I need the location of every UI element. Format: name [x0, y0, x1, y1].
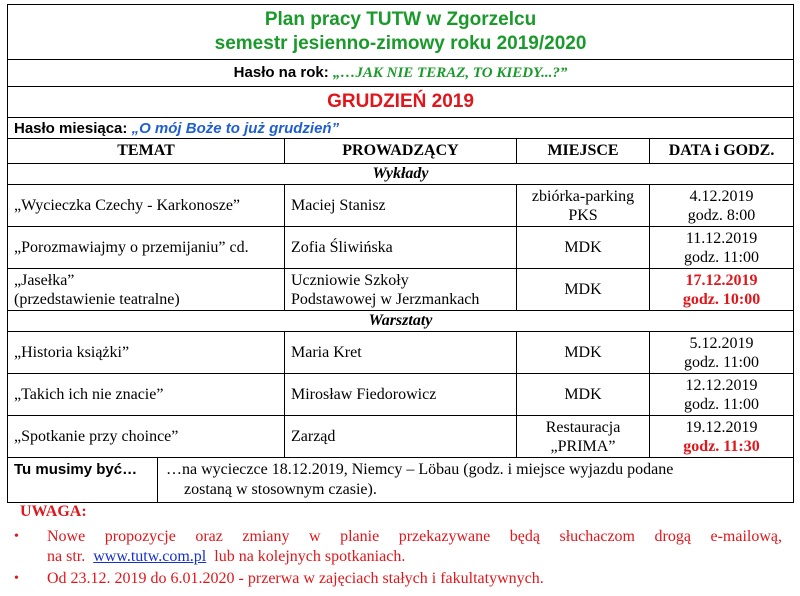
month-heading: GRUDZIEŃ 2019 — [8, 87, 794, 118]
note-1-prefix: na str. — [47, 548, 86, 565]
place-cell: MDK — [517, 374, 650, 416]
month-motto-label: Hasło miesiąca: — [14, 119, 128, 137]
column-header-date: DATA i GODZ. — [650, 139, 794, 164]
note-1-suffix: lub na kolejnych spotkaniach. — [214, 548, 406, 565]
table-row — [8, 416, 794, 458]
topic-cell: „Porozmawiajmy o przemijaniu” cd. — [8, 227, 285, 269]
time-value-highlighted: godz. 11:30 — [683, 437, 760, 455]
section-heading-workshops: Warsztaty — [8, 311, 794, 332]
topic-cell: „Takich ich nie znacie” — [8, 374, 285, 416]
date-cell — [650, 227, 794, 269]
place-cell: MDK — [517, 332, 650, 374]
year-motto-value: „…JAK NIE TERAZ, TO KIEDY...?” — [332, 65, 568, 81]
place-line-2: PKS — [568, 206, 598, 224]
leader-cell — [285, 269, 517, 311]
title-line-2: semestr jesienno-zimowy roku 2019/2020 — [214, 33, 587, 54]
month-motto — [8, 118, 794, 139]
time-value: godz. 8:00 — [687, 206, 756, 224]
date-value: 17.12.2019 — [685, 271, 758, 289]
month-motto-value: „O mój Boże to już grudzień” — [131, 119, 340, 137]
bullet-icon: • — [14, 529, 19, 544]
date-value: 4.12.2019 — [689, 187, 754, 205]
date-value: 5.12.2019 — [689, 334, 754, 352]
topic-line-1: „Jasełka” — [14, 271, 75, 289]
date-cell — [650, 416, 794, 458]
time-value: godz. 10:00 — [682, 290, 761, 308]
column-header-row — [8, 139, 794, 164]
date-value: 19.12.2019 — [685, 418, 758, 436]
place-line-1: zbiórka-parking — [531, 187, 635, 205]
date-value: 12.12.2019 — [685, 376, 758, 394]
column-header-leader: PROWADZĄCY — [285, 139, 517, 164]
footer-text-line-2: zostaną w stosownym czasie). — [184, 481, 377, 498]
date-cell — [650, 374, 794, 416]
bullet-icon: • — [14, 571, 19, 586]
plan-table — [7, 4, 794, 458]
title-line-1: Plan pracy TUTW w Zgorzelcu — [264, 9, 537, 30]
website-link[interactable]: www.tutw.com.pl — [93, 548, 207, 565]
place-cell — [517, 185, 650, 227]
leader-cell: Maria Kret — [285, 332, 517, 374]
year-motto — [8, 60, 794, 87]
time-value: godz. 11:00 — [684, 353, 759, 371]
leader-line-1: Uczniowie Szkoły — [291, 271, 409, 289]
footer-text — [158, 458, 794, 503]
column-header-topic: TEMAT — [8, 139, 285, 164]
note-1-line-1: Nowe propozycje oraz zmiany w planie przekazywane będą słuchaczom drogą e-mailową, — [47, 528, 782, 545]
place-cell — [517, 416, 650, 458]
place-line-2: „PRIMA” — [550, 437, 616, 455]
date-cell-highlighted — [650, 269, 794, 311]
table-row — [8, 185, 794, 227]
place-cell: MDK — [517, 227, 650, 269]
date-cell — [650, 185, 794, 227]
table-row — [8, 227, 794, 269]
leader-cell: Zarząd — [285, 416, 517, 458]
footer-text-line-1: …na wycieczce 18.12.2019, Niemcy – Löbau (godz. i miejsce wyjazdu podane — [166, 461, 674, 478]
table-row — [8, 269, 794, 311]
leader-line-2: Podstawowej w Jerzmankach — [291, 290, 480, 308]
topic-cell: „Historia książki” — [8, 332, 285, 374]
note-2: Od 23.12. 2019 do 6.01.2020 - przerwa w zajęciach stałych i fakultatywnych. — [47, 570, 544, 587]
topic-cell — [8, 269, 285, 311]
page-title — [8, 5, 794, 60]
year-motto-label: Hasło na rok: — [233, 64, 329, 81]
table-row — [8, 374, 794, 416]
time-value: godz. 11:00 — [684, 395, 759, 413]
leader-cell: Zofia Śliwińska — [285, 227, 517, 269]
topic-cell: „Wycieczka Czechy - Karkonosze” — [8, 185, 285, 227]
footer-table — [7, 457, 794, 503]
plan-document — [7, 4, 793, 503]
topic-line-2: (przedstawienie teatralne) — [14, 290, 180, 308]
column-header-place: MIEJSCE — [517, 139, 650, 164]
notes-heading: UWAGA: — [20, 503, 87, 520]
place-cell: MDK — [517, 269, 650, 311]
footer-label: Tu musimy być… — [8, 458, 158, 503]
date-cell — [650, 332, 794, 374]
topic-cell: „Spotkanie przy choince” — [8, 416, 285, 458]
date-value: 11.12.2019 — [685, 229, 758, 247]
leader-cell: Maciej Stanisz — [285, 185, 517, 227]
leader-cell: Mirosław Fiedorowicz — [285, 374, 517, 416]
section-heading-lectures: Wykłady — [8, 164, 794, 185]
table-row — [8, 332, 794, 374]
note-1-line-2 — [47, 547, 405, 567]
place-line-1: Restauracja — [545, 418, 621, 436]
time-value: godz. 11:00 — [684, 248, 759, 266]
